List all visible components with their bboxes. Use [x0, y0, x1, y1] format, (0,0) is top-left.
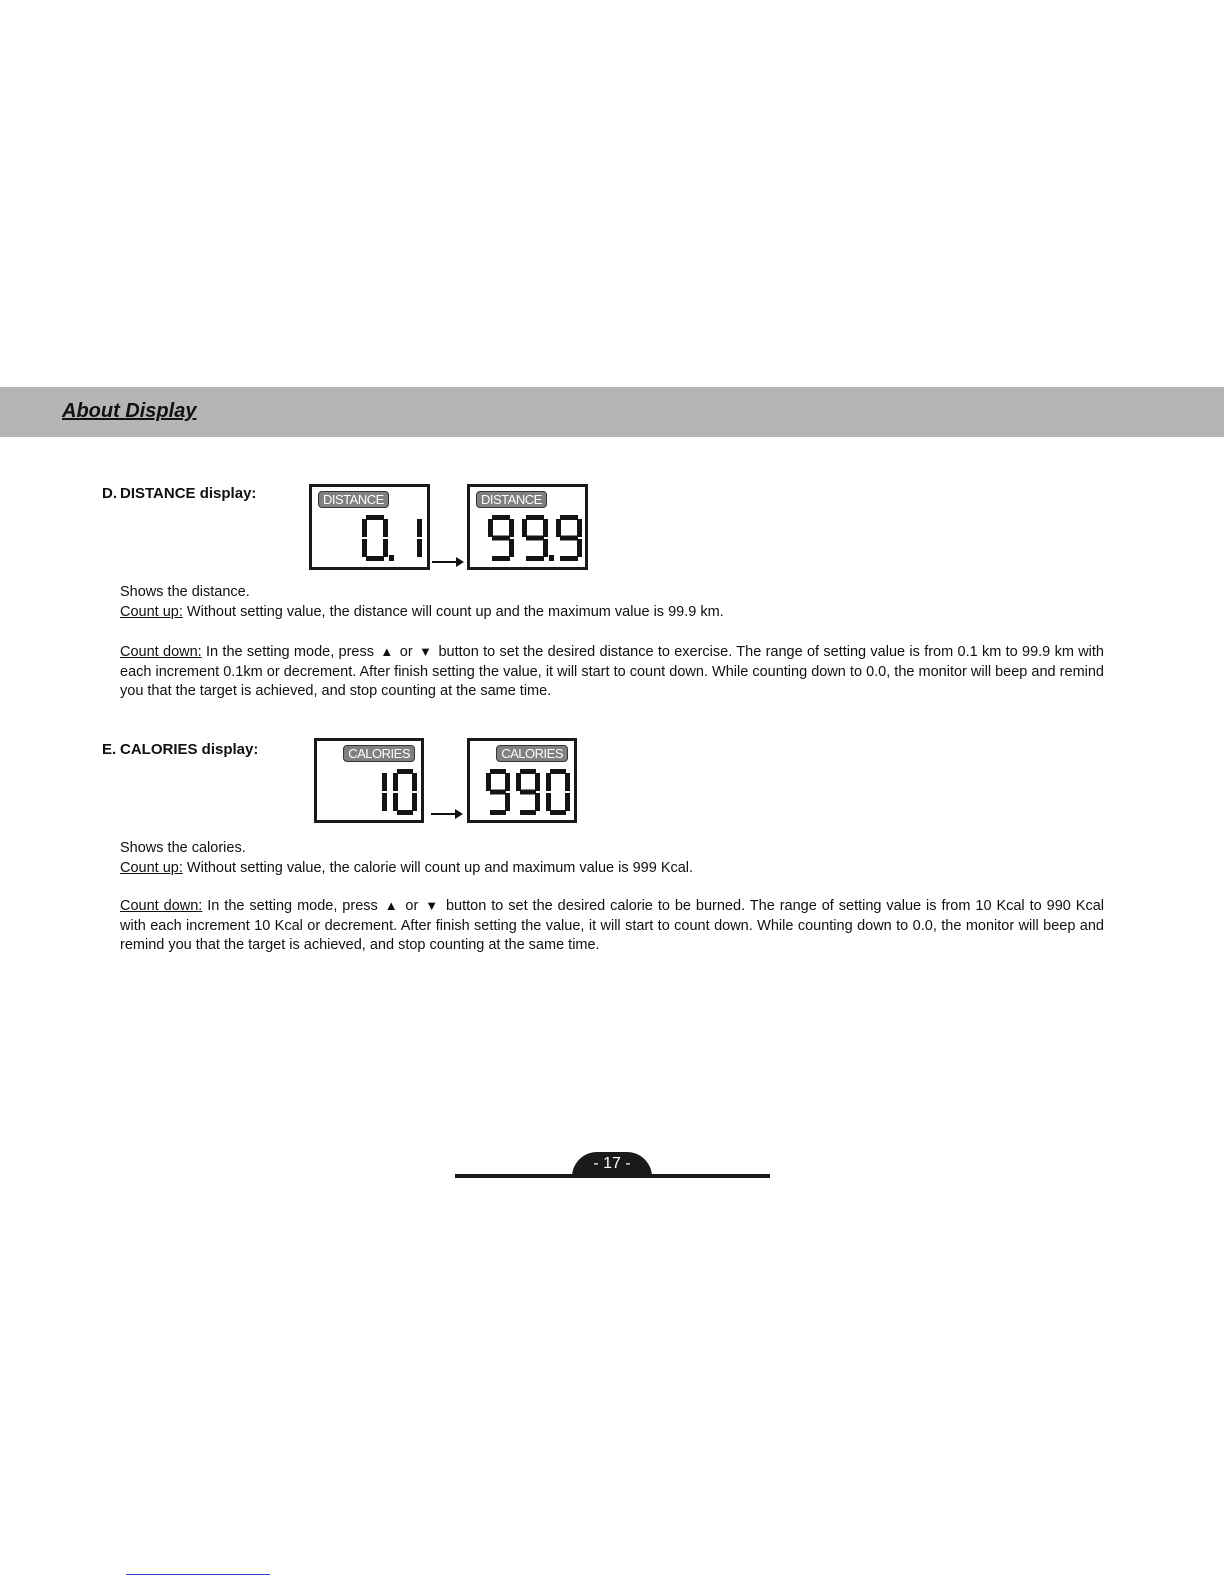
- calories-count-down-text-1: In the setting mode, press: [202, 898, 383, 914]
- lcd-segment: [412, 793, 417, 811]
- lcd-segment: [560, 556, 578, 561]
- distance-count-down-text-1: In the setting mode, press: [201, 644, 379, 660]
- lcd-segment: [393, 793, 398, 811]
- lcd-segment: [383, 519, 388, 537]
- lcd-segment: [366, 515, 384, 520]
- lcd-segment: [383, 539, 388, 557]
- down-triangle-icon: ▼: [425, 898, 440, 913]
- or-text: or: [395, 644, 417, 660]
- distance-lcd-start: [309, 484, 430, 570]
- lcd-segment: [526, 536, 544, 541]
- distance-heading: [102, 485, 256, 502]
- lcd-segment: [486, 773, 491, 791]
- lcd-segment: [577, 519, 582, 537]
- calories-lcd-label: CALORIES: [343, 745, 415, 762]
- distance-lcd-label: DISTANCE: [476, 491, 547, 508]
- up-triangle-icon: ▲: [384, 898, 399, 913]
- lcd-segment: [520, 769, 536, 774]
- lcd-segment: [505, 793, 510, 811]
- lcd-segment: [546, 793, 551, 811]
- lcd-segment: [490, 769, 506, 774]
- calories-lcd-end-digits: [470, 741, 577, 823]
- up-triangle-icon: ▲: [380, 644, 394, 659]
- lcd-segment: [382, 773, 387, 791]
- or-text: or: [400, 898, 424, 914]
- lcd-segment: [550, 769, 566, 774]
- lcd-segment: [490, 810, 506, 815]
- lcd-segment: [397, 769, 413, 774]
- lcd-segment: [526, 556, 544, 561]
- distance-count-up-label: Count up:: [120, 604, 183, 620]
- lcd-segment: [492, 536, 510, 541]
- calories-lcd-start: [314, 738, 424, 823]
- calories-count-up-label: Count up:: [120, 860, 183, 876]
- calories-lcd-end: [467, 738, 577, 823]
- lcd-segment: [535, 793, 540, 811]
- lcd-segment: [546, 773, 551, 791]
- lcd-segment: [412, 773, 417, 791]
- distance-count-up: [120, 603, 1104, 623]
- distance-count-down: [120, 642, 1104, 702]
- lcd-segment: [505, 773, 510, 791]
- lcd-segment: [509, 539, 514, 557]
- distance-heading-text: DISTANCE display:: [120, 485, 257, 502]
- lcd-segment: [393, 773, 398, 791]
- lcd-segment: [577, 539, 582, 557]
- lcd-segment: [362, 539, 367, 557]
- distance-shows-text: Shows the distance.: [120, 584, 250, 600]
- distance-lcd-end: [467, 484, 588, 570]
- calories-shows-text: Shows the calories.: [120, 840, 246, 856]
- lcd-segment: [560, 536, 578, 541]
- lcd-segment: [417, 519, 422, 537]
- lcd-segment: [520, 790, 536, 795]
- lcd-segment: [366, 556, 384, 561]
- distance-count-down-text-2: button to set the desired distance to exercise. The range of setting value is from 0.1 km to 99.9 km with each increment 0.1km or decrement. After finish setting the value, it will start to count down. While counting down to 0.0, the monitor will beep and remind you that the target is achieved, and stop counting at the same time.: [120, 644, 1104, 700]
- calories-arrow: [431, 813, 461, 815]
- lcd-segment: [543, 539, 548, 557]
- calories-prefix: E.: [102, 741, 117, 758]
- page-title: About Display: [62, 400, 197, 422]
- lcd-segment: [516, 773, 521, 791]
- lcd-segment: [520, 810, 536, 815]
- footer-rule: [126, 1574, 270, 1575]
- calories-lcd-start-digits: [317, 741, 424, 823]
- lcd-decimal-point: [389, 555, 394, 561]
- lcd-segment: [417, 539, 422, 557]
- lcd-segment: [492, 556, 510, 561]
- lcd-segment: [490, 790, 506, 795]
- lcd-segment: [565, 793, 570, 811]
- distance-lcd-start-digits: [312, 487, 430, 570]
- section-header-bar: [0, 387, 1224, 437]
- calories-count-down: [120, 896, 1104, 956]
- lcd-segment: [362, 519, 367, 537]
- distance-prefix: D.: [102, 485, 117, 502]
- lcd-segment: [560, 515, 578, 520]
- lcd-segment: [522, 519, 527, 537]
- distance-count-down-label: Count down:: [120, 644, 202, 660]
- distance-count-up-text: Without setting value, the distance will count up and the maximum value is 99.9 km.: [182, 604, 724, 620]
- distance-lcd-end-digits: [470, 487, 588, 570]
- distance-lcd-label: DISTANCE: [318, 491, 389, 508]
- lcd-decimal-point: [549, 555, 554, 561]
- distance-arrow: [432, 561, 462, 563]
- lcd-segment: [535, 773, 540, 791]
- page-number: - 17 -: [593, 1155, 631, 1172]
- lcd-segment: [488, 519, 493, 537]
- calories-count-up-text: Without setting value, the calorie will count up and maximum value is 999 Kcal.: [182, 860, 694, 876]
- lcd-segment: [565, 773, 570, 791]
- lcd-segment: [397, 810, 413, 815]
- calories-heading: [102, 741, 258, 758]
- lcd-segment: [526, 515, 544, 520]
- calories-count-down-label: Count down:: [120, 898, 203, 914]
- lcd-segment: [492, 515, 510, 520]
- calories-lcd-label: CALORIES: [496, 745, 568, 762]
- calories-heading-text: CALORIES display:: [120, 741, 259, 758]
- lcd-segment: [509, 519, 514, 537]
- down-triangle-icon: ▼: [419, 644, 433, 659]
- lcd-segment: [543, 519, 548, 537]
- calories-count-down-text-2: button to set the desired calorie to be burned. The range of setting value is from 10 Kcal to 990 Kcal with each increment 10 Kcal or decrement. After finish setting the value, it will start to count down. While counting down to 0.0, the monitor will beep and remind you that the target is achieved, and stop counting at the same time.: [120, 898, 1104, 954]
- lcd-segment: [556, 519, 561, 537]
- lcd-segment: [550, 810, 566, 815]
- calories-count-up: [120, 859, 1104, 879]
- lcd-segment: [382, 793, 387, 811]
